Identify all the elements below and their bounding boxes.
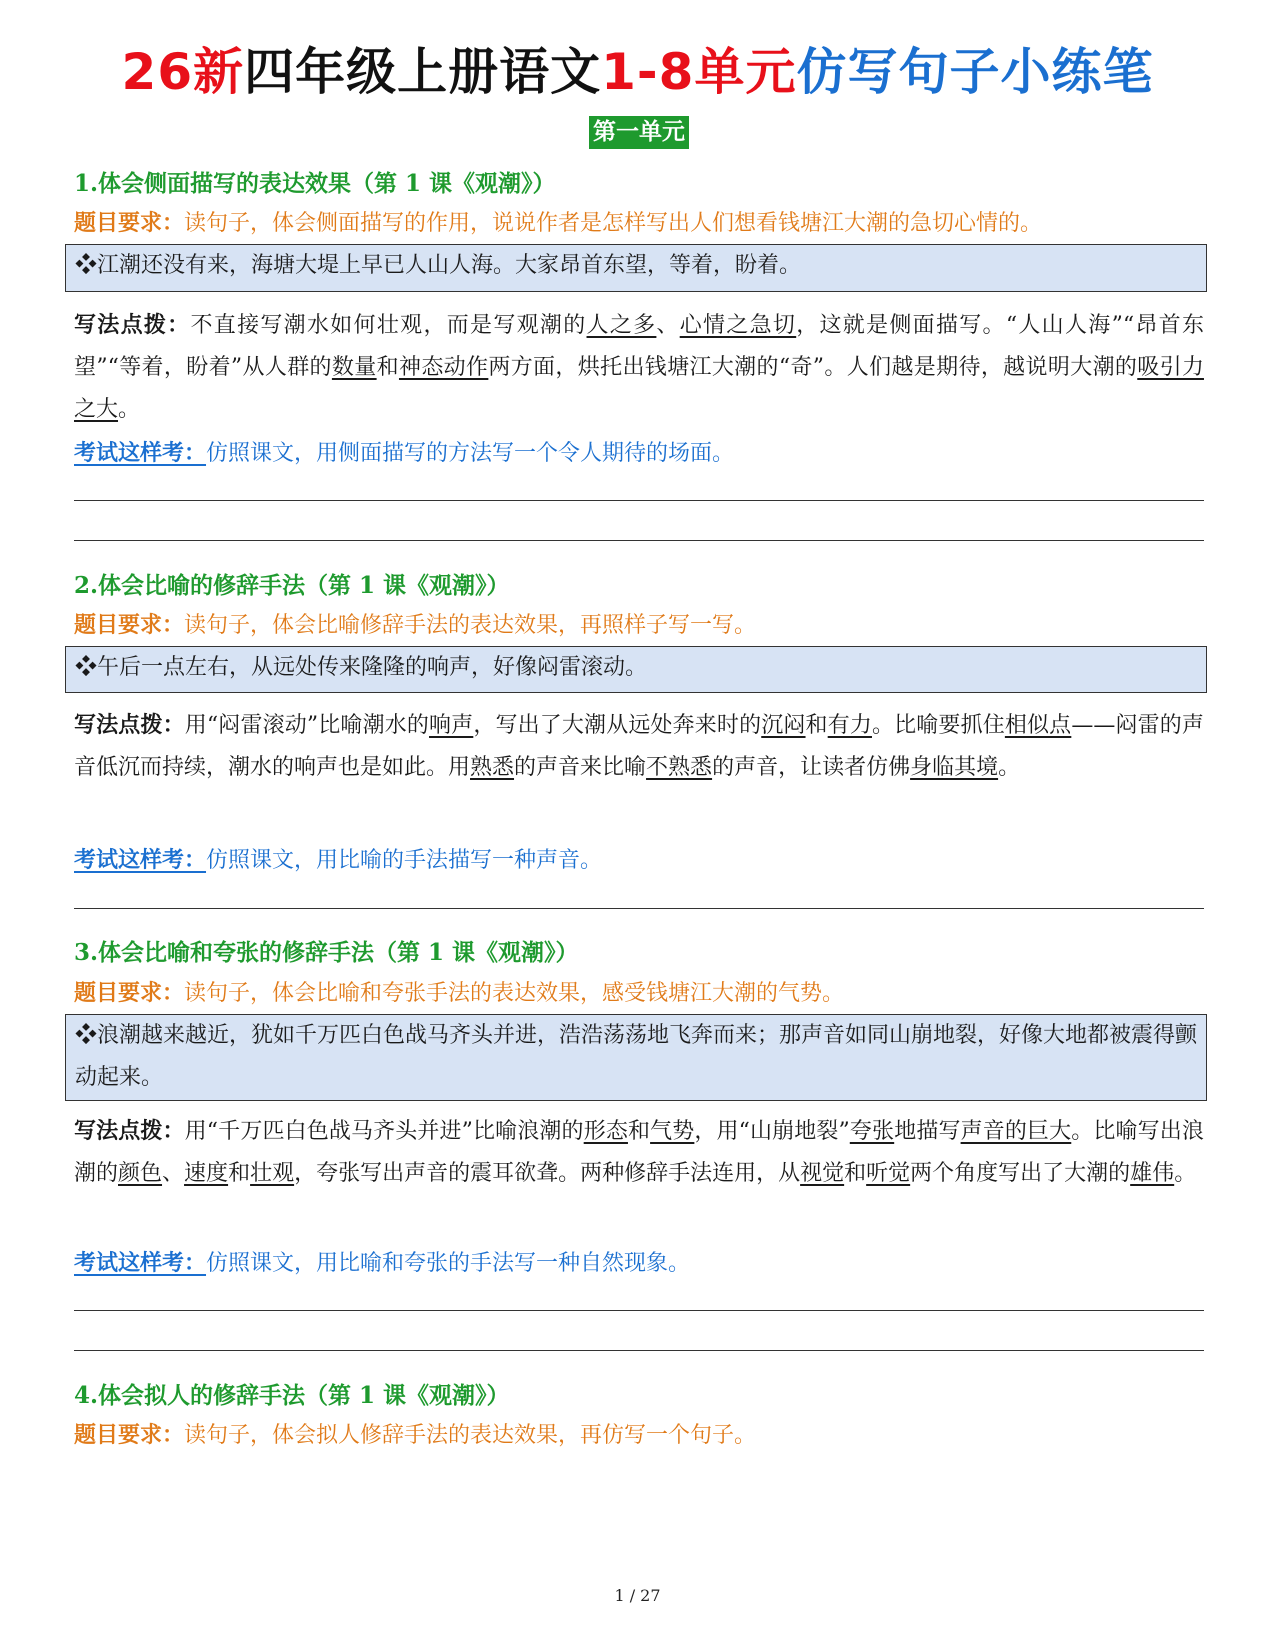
unit-badge: 第一单元 [589,116,689,149]
title-part-units: 1-8单元 [601,43,797,101]
key-phrase: 不熟悉 [646,755,713,780]
key-phrase: 沉闷 [761,713,806,738]
writing-tip [74,1110,1204,1195]
writing-tip [74,304,1204,431]
exam-prompt [74,436,734,467]
answer-line[interactable] [74,540,1204,541]
requirement [74,976,844,1007]
key-phrase: 壮观 [250,1161,295,1186]
tip-text: 用“千万匹白色战马齐头并进”比喻浪潮的形态和气势，用“山崩地裂”夸张地描写声音的巨大。比喻写出浪潮的颜色、速度和壮观，夸张写出声音的震耳欲聋。两种修辞手法连用，从视觉和听觉两个角度写出了大潮的雄伟。 [74,1119,1204,1186]
title-part-subject: 四年级上册语文 [244,43,602,101]
example-sentence-box: ❖浪潮越来越近，犹如千万匹白色战马齐头并进，浩浩荡荡地飞奔而来；那声音如同山崩地裂，好像大地都被震得颤动起来。 [65,1014,1207,1101]
key-phrase: 形态 [583,1119,628,1144]
exam-label: 考试这样考： [74,440,207,466]
answer-line[interactable] [74,1350,1204,1351]
requirement [74,206,1042,237]
key-phrase: 颜色 [118,1161,163,1186]
key-phrase: 人之多 [586,313,657,338]
exam-text: 仿照课文，用比喻的手法描写一种声音。 [206,848,603,873]
exam-label: 考试这样考： [74,1250,207,1276]
requirement-label: 题目要求： [74,612,185,638]
key-phrase: 相似点 [1004,713,1072,738]
tip-label: 写法点拨： [74,312,191,338]
requirement-text: 读句子，体会比喻和夸张手法的表达效果，感受钱塘江大潮的气势。 [184,981,845,1006]
tip-label: 写法点拨： [74,1118,185,1144]
key-phrase: 响声 [429,713,474,738]
key-phrase: 有力 [827,713,872,738]
exam-text: 仿照课文，用侧面描写的方法写一个令人期待的场面。 [206,441,735,466]
requirement-label: 题目要求： [74,980,185,1006]
section-title: 3.体会比喻和夸张的修辞手法（第 1 课《观潮》） [74,939,579,966]
requirement-text: 读句子，体会比喻修辞手法的表达效果，再照样子写一写。 [184,613,757,638]
section-title: 4.体会拟人的修辞手法（第 1 课《观潮》） [74,1382,510,1409]
key-phrase: 夸张 [849,1119,895,1144]
key-phrase: 数量 [331,355,377,380]
page-number: 1 / 27 [614,1586,661,1605]
title-part-topic: 仿写句子小练笔 [796,43,1154,101]
key-phrase: 视觉 [800,1161,845,1186]
section-title: 2.体会比喻的修辞手法（第 1 课《观潮》） [74,572,510,599]
exam-text: 仿照课文，用比喻和夸张的手法写一种自然现象。 [206,1251,691,1276]
key-phrase: 气势 [650,1119,695,1144]
requirement-text: 读句子，体会拟人修辞手法的表达效果，再仿写一个句子。 [184,1423,757,1448]
document-title [0,40,1275,104]
key-phrase: 声音的巨大 [960,1119,1072,1144]
answer-line[interactable] [74,1310,1204,1311]
requirement-label: 题目要求： [74,1422,185,1448]
section-title: 1.体会侧面描写的表达效果（第 1 课《观潮》） [74,170,556,197]
key-phrase: 速度 [184,1161,229,1186]
requirement [74,608,756,639]
example-sentence-box: ❖江潮还没有来，海塘大堤上早已人山人海。大家昂首东望，等着，盼着。 [65,244,1207,292]
writing-tip [74,704,1204,789]
requirement-text: 读句子，体会侧面描写的作用，说说作者是怎样写出人们想看钱塘江大潮的急切心情的。 [184,211,1043,236]
title-part-grade-year: 26新 [121,43,245,101]
requirement-label: 题目要求： [74,210,185,236]
exam-label: 考试这样考： [74,847,207,873]
key-phrase: 雄伟 [1130,1161,1175,1186]
exam-prompt [74,1246,690,1277]
key-phrase: 熟悉 [470,755,515,780]
answer-line[interactable] [74,908,1204,909]
key-phrase: 听觉 [866,1161,911,1186]
key-phrase: 心情之急切 [679,313,797,338]
key-phrase: 身临其境 [910,755,999,780]
tip-text: 用“闷雷滚动”比喻潮水的响声，写出了大潮从远处奔来时的沉闷和有力。比喻要抓住相似点——闷雷的声音低沉而持续，潮水的响声也是如此。用熟悉的声音来比喻不熟悉的声音，让读者仿佛身临其境。 [74,713,1204,780]
key-phrase: 神态动作 [398,355,489,380]
tip-text: 不直接写潮水如何壮观，而是写观潮的人之多、心情之急切，这就是侧面描写。“人山人海”“昂首东望”“等着，盼着”从人群的数量和神态动作两方面，烘托出钱塘江大潮的“奇”。人们越是期待，越说明大潮的吸引力之大。 [74,313,1204,422]
requirement [74,1418,756,1449]
answer-line[interactable] [74,500,1204,501]
exam-prompt [74,843,602,874]
tip-label: 写法点拨： [74,712,185,738]
example-sentence-box: ❖午后一点左右，从远处传来隆隆的响声，好像闷雷滚动。 [65,646,1207,693]
key-phrase: 吸引力之大 [74,355,1204,422]
